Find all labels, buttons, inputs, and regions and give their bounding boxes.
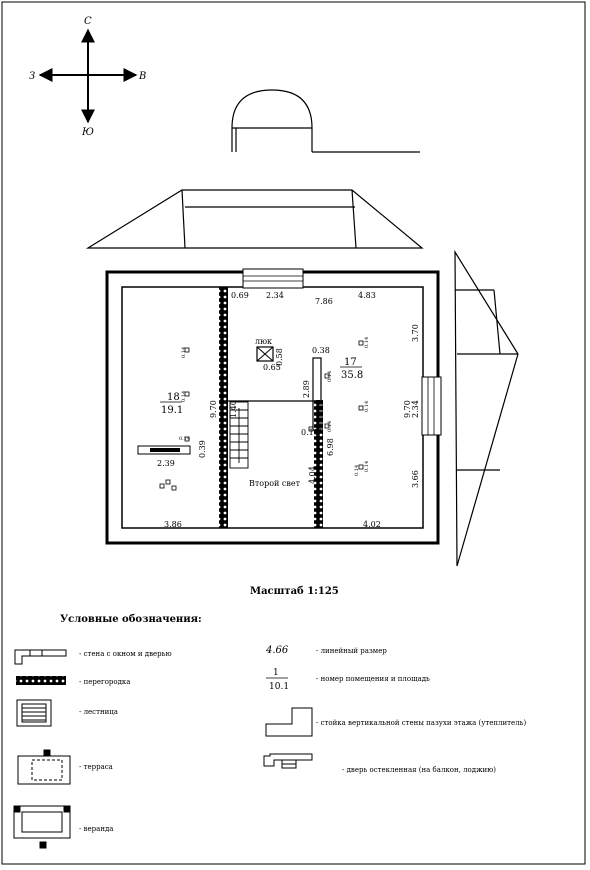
dim-window-left: 2.39 bbox=[157, 459, 175, 468]
svg-text:19.1: 19.1 bbox=[161, 405, 184, 416]
svg-text:10.1: 10.1 bbox=[269, 682, 290, 692]
dim-bottom-left: 3.86 bbox=[164, 520, 182, 529]
legend-stair-symbol bbox=[17, 700, 51, 726]
legend-left-texts bbox=[79, 650, 172, 833]
house-outline bbox=[107, 269, 441, 543]
west-window-element bbox=[138, 446, 190, 454]
legend-item-linear: - линейный размер bbox=[316, 647, 387, 655]
second-light-label: Второй свет bbox=[249, 479, 301, 488]
legend-stand-symbol bbox=[266, 708, 312, 736]
svg-text:0.14: 0.14 bbox=[181, 390, 187, 402]
dim-right-mid-a: 9.70 bbox=[403, 400, 412, 418]
dim-partition-h: 2.89 bbox=[302, 380, 311, 398]
compass-south: Ю bbox=[82, 127, 94, 138]
dim-partition-top: 0.38 bbox=[312, 346, 330, 355]
dim-top-4: 4.83 bbox=[358, 291, 376, 300]
legend-veranda-symbol bbox=[14, 806, 70, 848]
dim-left-wall: 9.70 bbox=[209, 400, 218, 418]
svg-text:0.14: 0.14 bbox=[327, 420, 333, 432]
dim-partition-l: 6.98 bbox=[326, 438, 335, 456]
dim-stair-w: 1.40 bbox=[229, 400, 238, 418]
dim-right-mid-b: 2.34 bbox=[411, 400, 420, 418]
dim-top-3: 7.86 bbox=[315, 297, 333, 306]
svg-text:17: 17 bbox=[344, 357, 357, 368]
dimension-labels bbox=[157, 291, 381, 529]
compass-rose bbox=[29, 16, 146, 138]
legend-glass-door-symbol bbox=[264, 754, 312, 768]
svg-text:0.14: 0.14 bbox=[364, 400, 370, 412]
compass-north: С bbox=[84, 16, 92, 27]
scale-label: Масштаб 1:125 bbox=[250, 586, 339, 597]
hatch-label: люк bbox=[255, 337, 273, 346]
legend-item-stair: - лестница bbox=[79, 708, 118, 716]
roof-projection-east bbox=[455, 252, 518, 566]
svg-text:0.14: 0.14 bbox=[181, 346, 187, 358]
partition-west bbox=[219, 287, 228, 528]
dim-top-2: 2.34 bbox=[266, 291, 284, 300]
legend-item-stand: - стойка вертикальной стены пазухи этажа (утеплитель) bbox=[316, 719, 527, 727]
legend-item-room: - номер помещения и площадь bbox=[316, 675, 430, 683]
dim-lower-mid: 4.04 bbox=[308, 466, 317, 484]
dim-right-upper: 3.70 bbox=[411, 324, 420, 342]
compass-east: В bbox=[139, 71, 147, 82]
svg-text:0.14: 0.14 bbox=[354, 464, 360, 476]
legend-item-terrace: - терраса bbox=[79, 763, 113, 771]
legend-item-wall: - стена с окном и дверью bbox=[79, 650, 172, 658]
svg-text:0.14: 0.14 bbox=[364, 336, 370, 348]
svg-text:0.14: 0.14 bbox=[179, 436, 191, 442]
vertical-dimension-labels bbox=[198, 324, 420, 488]
legend-partition-symbol bbox=[16, 676, 66, 685]
legend-title: Условные обозначения: bbox=[60, 614, 202, 625]
svg-text:0.14: 0.14 bbox=[364, 460, 370, 472]
legend-item-partition: - перегородка bbox=[79, 678, 131, 686]
dim-window-left-v: 0.39 bbox=[198, 440, 207, 458]
dim-hatch-h: 0.58 bbox=[275, 348, 284, 366]
room-18-label bbox=[160, 392, 183, 416]
legend-wall-symbol bbox=[15, 650, 66, 664]
decor-symbol bbox=[160, 480, 176, 490]
legend-sample-room bbox=[266, 668, 289, 692]
svg-text:0.14: 0.14 bbox=[327, 370, 333, 382]
dim-bottom-right: 4.02 bbox=[363, 520, 381, 529]
svg-text:35.8: 35.8 bbox=[341, 370, 364, 381]
legend-sample-dimension: 4.66 bbox=[266, 645, 289, 656]
compass-west: З bbox=[29, 71, 36, 82]
partition-east-lower bbox=[314, 400, 323, 528]
dim-right-lower: 3.66 bbox=[411, 470, 420, 488]
dim-top-left: 0.69 bbox=[231, 291, 249, 300]
svg-text:18: 18 bbox=[167, 392, 180, 403]
room-17-label bbox=[340, 357, 363, 381]
legend-terrace-symbol bbox=[18, 750, 70, 784]
legend-item-glass-door: - дверь остекленная (на балкон, лоджию) bbox=[342, 766, 496, 774]
hatch-symbol bbox=[257, 347, 273, 361]
legend-item-veranda: - веранда bbox=[79, 825, 114, 833]
svg-text:1: 1 bbox=[273, 668, 279, 678]
dim-stair-gap: 0.18 bbox=[301, 428, 319, 437]
dome-elevation bbox=[232, 90, 420, 152]
roof-projection-north bbox=[88, 190, 422, 248]
dim-hatch-w: 0.65 bbox=[263, 363, 281, 372]
